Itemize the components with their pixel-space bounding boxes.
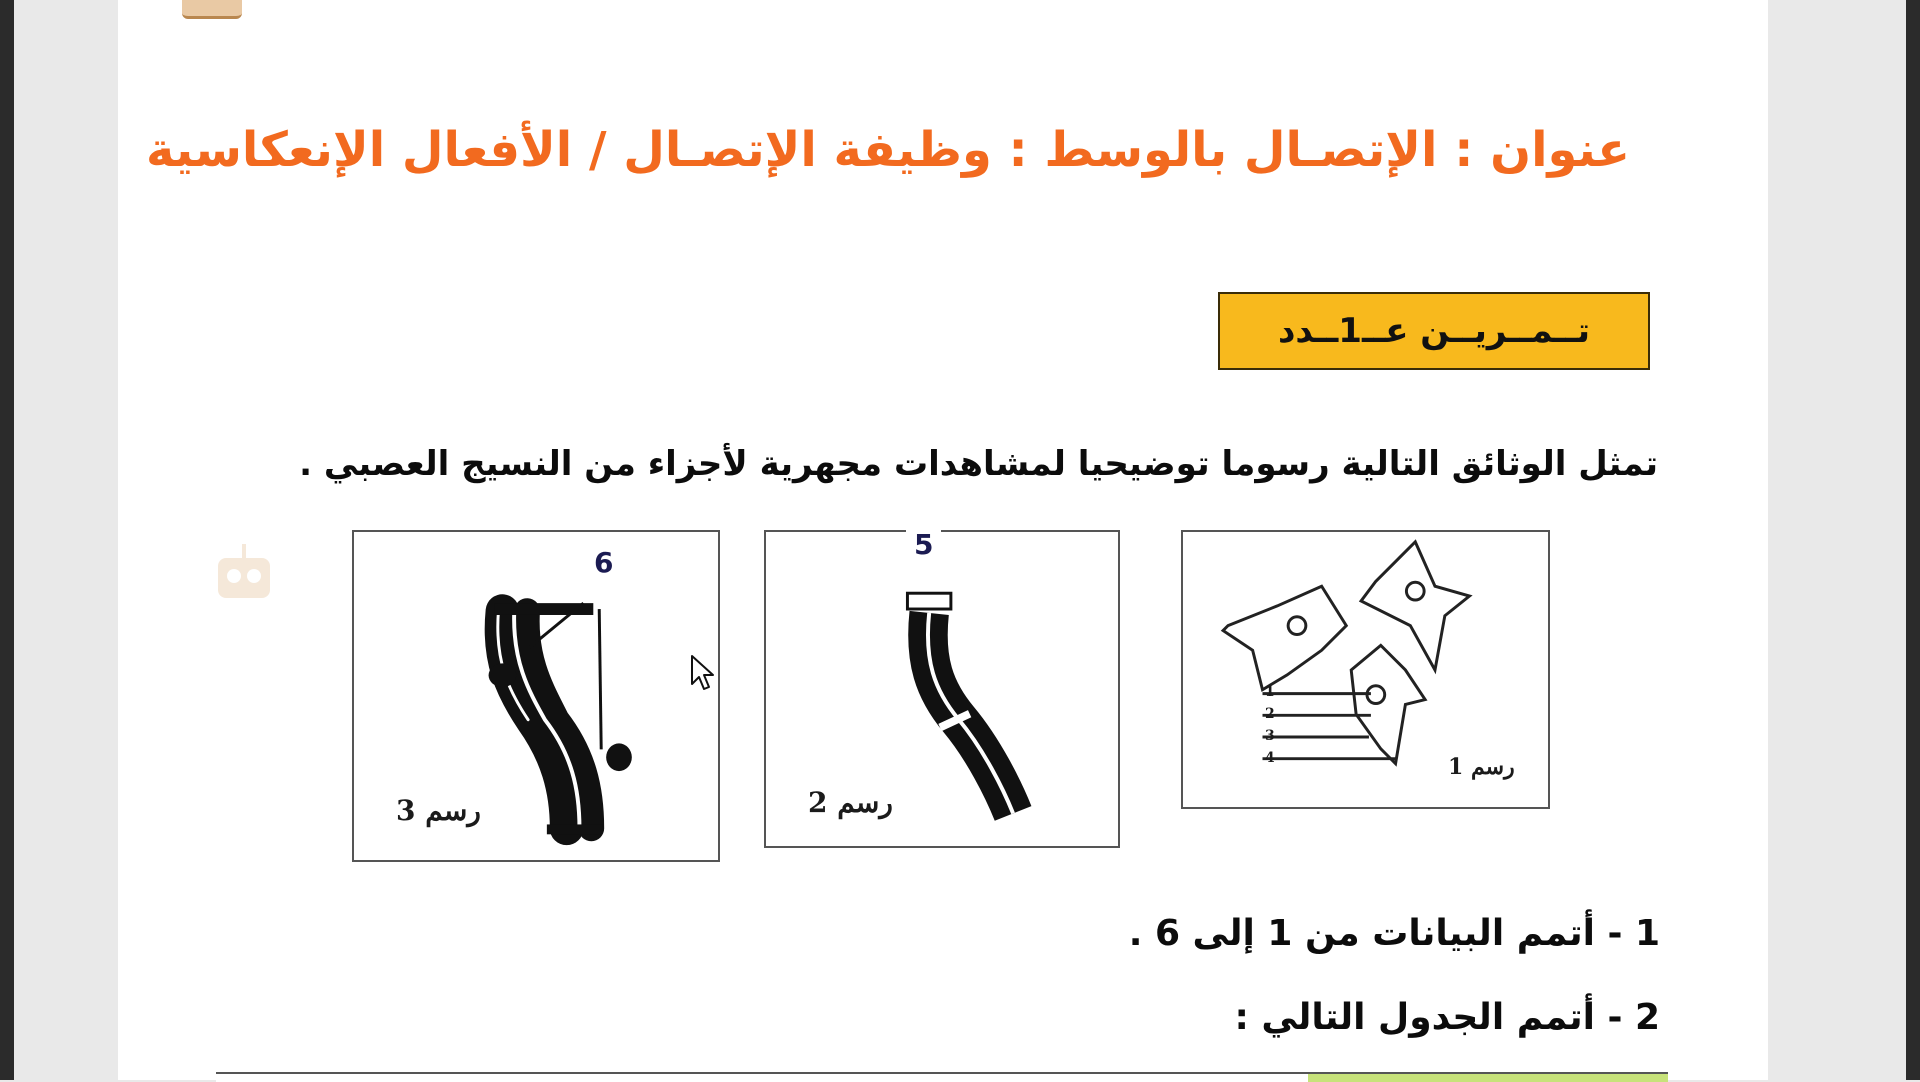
figure-1-label-3: 3 [1265, 728, 1275, 744]
figure-2 [764, 530, 1120, 848]
exercise-label-box [1218, 292, 1650, 370]
figure-1-caption: رسم 1 [1448, 754, 1515, 780]
figure-2-label-5: 5 [906, 528, 941, 561]
corner-tab [182, 0, 242, 19]
mouse-pointer-icon [690, 654, 716, 692]
robot-watermark-icon [208, 540, 280, 620]
page-title: عنوان : الإتصـال بالوسط : وظيفة الإتصـال / الأفعال الإنعكاسية [145, 122, 1630, 178]
figure-2-caption: رسم 2 [808, 786, 893, 819]
exercise-label: تــمــريــن عــ1ــدد [1277, 311, 1591, 351]
table-top-edge [216, 1072, 1668, 1082]
figure-3 [352, 530, 720, 862]
window-frame-right [1906, 0, 1920, 1080]
table-header-cell [1308, 1074, 1668, 1082]
figure-1-label-1: 1 [1265, 684, 1275, 700]
figure-1 [1181, 530, 1550, 809]
figure-1-label-2: 2 [1265, 706, 1275, 722]
figure-3-caption: رسم 3 [396, 794, 481, 827]
figure-3-label-6: 6 [586, 546, 621, 579]
question-2: 2 - أتمم الجدول التالي : [1234, 997, 1660, 1038]
window-frame-left [0, 0, 14, 1080]
intro-text: تمثل الوثائق التالية رسوما توضيحيا لمشاهدات مجهرية لأجزاء من النسيج العصبي . [299, 444, 1658, 484]
question-1: 1 - أتمم البيانات من 1 إلى 6 . [1128, 913, 1660, 954]
figure-1-label-4: 4 [1265, 750, 1275, 766]
